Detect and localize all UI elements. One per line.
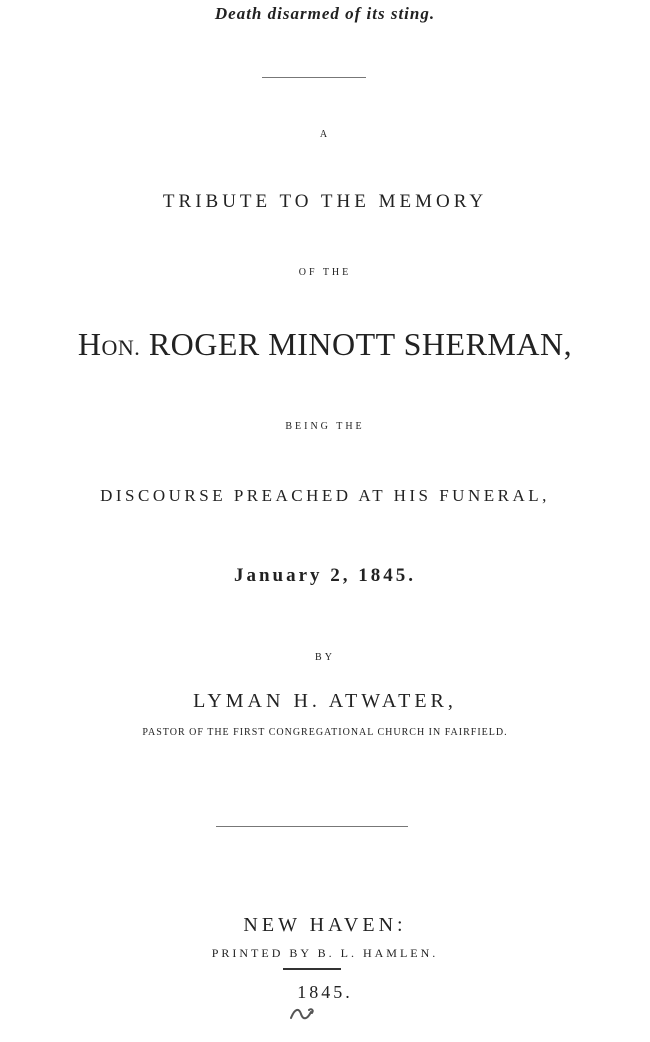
being-the-line: BEING THE <box>285 421 365 432</box>
by-line: BY <box>315 652 335 663</box>
top-rule <box>262 77 366 78</box>
honorific-rest: ON. <box>101 335 141 360</box>
honoree-name: ROGER MINOTT SHERMAN, <box>148 326 573 362</box>
article-a: A <box>319 129 331 140</box>
author-position: PASTOR OF THE FIRST CONGREGATIONAL CHURCH IN FAIRFIELD. <box>142 727 508 738</box>
middle-rule <box>216 826 408 827</box>
honorific-initial: H <box>77 326 102 362</box>
honoree-name-line <box>0 326 650 363</box>
imprint-printer: PRINTED BY B. L. HAMLEN. <box>211 946 439 960</box>
imprint-place: NEW HAVEN: <box>243 914 407 936</box>
blackletter-heading: Death disarmed of its sting. <box>214 4 436 23</box>
imprint-year: 1845. <box>297 982 353 1002</box>
of-the-line: OF THE <box>298 267 352 278</box>
tribute-line: TRIBUTE TO THE MEMORY <box>162 191 488 212</box>
ornament-flourish-icon <box>289 1006 315 1022</box>
author-name: LYMAN H. ATWATER, <box>193 690 457 712</box>
year-rule <box>283 968 341 970</box>
date-line: January 2, 1845. <box>233 565 417 586</box>
discourse-line: DISCOURSE PREACHED AT HIS FUNERAL, <box>100 486 550 505</box>
